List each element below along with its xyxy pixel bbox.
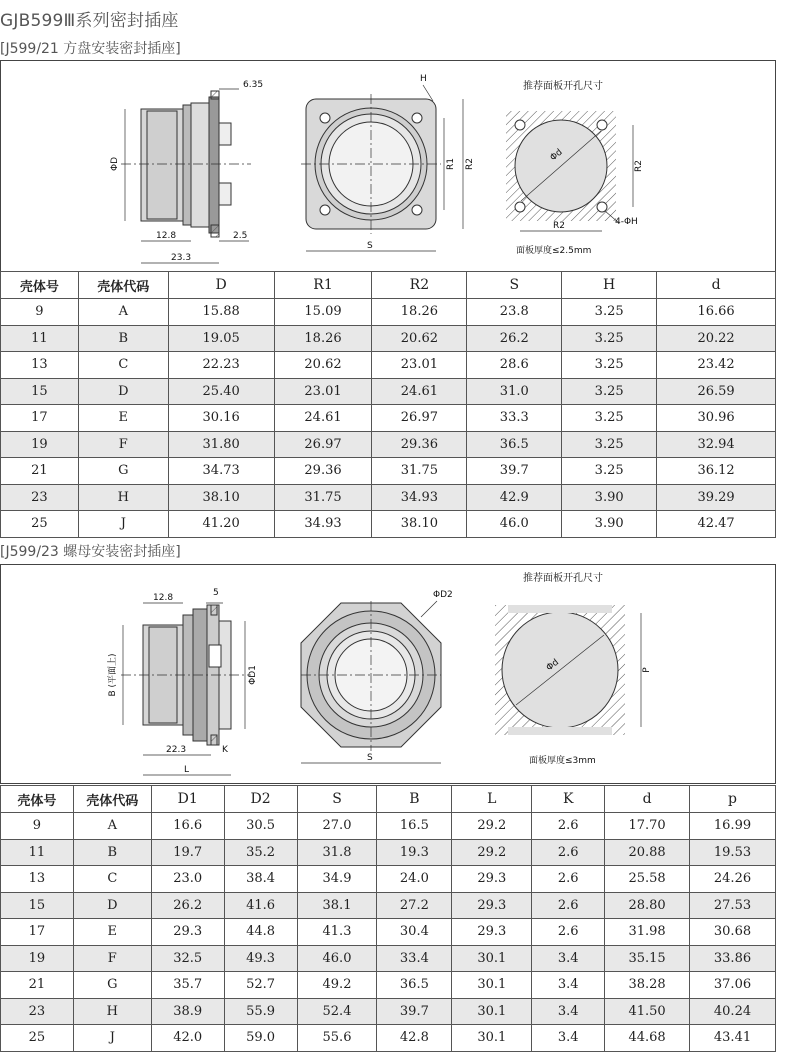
table-cell: 26.97 bbox=[274, 431, 372, 458]
table-cell: 26.2 bbox=[467, 325, 562, 352]
table-row bbox=[1, 325, 776, 352]
dim2-l-label: L bbox=[184, 765, 190, 775]
table-cell: G bbox=[78, 458, 168, 485]
table-row bbox=[1, 378, 776, 405]
table-cell: 43.41 bbox=[690, 1025, 776, 1052]
table-cell: 42.9 bbox=[467, 484, 562, 511]
table-cell: 33.4 bbox=[377, 945, 452, 972]
table-cell: 2.6 bbox=[532, 866, 605, 893]
table-cell: J bbox=[73, 1025, 151, 1052]
column-header: D1 bbox=[151, 786, 224, 813]
table-cell: 38.1 bbox=[297, 892, 377, 919]
table-cell: 33.3 bbox=[467, 405, 562, 432]
table-cell: 40.24 bbox=[690, 998, 776, 1025]
table-cell: 2.6 bbox=[532, 813, 605, 840]
table-cell: 3.90 bbox=[562, 484, 657, 511]
table-cell: 15 bbox=[1, 892, 74, 919]
column-header: 壳体号 bbox=[1, 786, 74, 813]
table-row bbox=[1, 892, 776, 919]
table-row bbox=[1, 431, 776, 458]
table-cell: 25.40 bbox=[168, 378, 274, 405]
column-header: H bbox=[562, 272, 657, 299]
table-cell: 36.12 bbox=[657, 458, 776, 485]
table-cell: A bbox=[78, 299, 168, 326]
cutout2-p-label: P bbox=[642, 667, 652, 673]
table-cell: 18.26 bbox=[372, 299, 467, 326]
table-cell: 21 bbox=[1, 458, 79, 485]
table-cell: 31.8 bbox=[297, 839, 377, 866]
table-cell: 18.26 bbox=[274, 325, 372, 352]
column-header: S bbox=[467, 272, 562, 299]
table-cell: 30.68 bbox=[690, 919, 776, 946]
drawing-panel-flange bbox=[0, 60, 776, 272]
nut-drawing bbox=[1, 565, 777, 785]
table-cell: 41.3 bbox=[297, 919, 377, 946]
cutout-d-label: Φd bbox=[548, 147, 565, 164]
table-cell: 19.05 bbox=[168, 325, 274, 352]
table-cell: F bbox=[73, 945, 151, 972]
table-cell: 42.47 bbox=[657, 511, 776, 538]
table-cell: 19.3 bbox=[377, 839, 452, 866]
table-cell: 9 bbox=[1, 299, 79, 326]
table-cell: 30.1 bbox=[452, 945, 532, 972]
cutout-title: 推荐面板开孔尺寸 bbox=[523, 81, 603, 92]
dim-s-label: S bbox=[367, 241, 373, 251]
table-cell: 20.62 bbox=[274, 352, 372, 379]
column-header: R1 bbox=[274, 272, 372, 299]
table-cell: 27.0 bbox=[297, 813, 377, 840]
section1-subtitle: [J599/21 方盘安装密封插座] bbox=[0, 41, 181, 57]
spec-table-flange bbox=[0, 271, 776, 538]
column-header: D2 bbox=[224, 786, 297, 813]
column-header: d bbox=[657, 272, 776, 299]
table-cell: 15.88 bbox=[168, 299, 274, 326]
cutout-view-flange bbox=[506, 111, 616, 221]
dim2-223-label: 22.3 bbox=[166, 745, 187, 755]
table-cell: 19 bbox=[1, 945, 74, 972]
table-cell: 36.5 bbox=[377, 972, 452, 999]
table-cell: D bbox=[78, 378, 168, 405]
table-cell: 2.6 bbox=[532, 892, 605, 919]
table-row bbox=[1, 998, 776, 1025]
flange-drawing bbox=[1, 61, 777, 273]
table-row bbox=[1, 1025, 776, 1052]
table-cell: 3.25 bbox=[562, 352, 657, 379]
table-row bbox=[1, 458, 776, 485]
table-cell: 44.8 bbox=[224, 919, 297, 946]
table-row bbox=[1, 919, 776, 946]
table-cell: 19.53 bbox=[690, 839, 776, 866]
dim-h-label: H bbox=[420, 74, 427, 84]
table-cell: 30.16 bbox=[168, 405, 274, 432]
table-cell: 24.26 bbox=[690, 866, 776, 893]
table-cell: 31.98 bbox=[605, 919, 690, 946]
column-header: 壳体代码 bbox=[78, 272, 168, 299]
table-cell: 3.25 bbox=[562, 431, 657, 458]
dim-d-label: ΦD bbox=[110, 156, 120, 172]
cutout2-thickness-label: 面板厚度≤3mm bbox=[529, 756, 596, 766]
table-cell: 39.29 bbox=[657, 484, 776, 511]
table-cell: 29.2 bbox=[452, 839, 532, 866]
table-cell: 16.5 bbox=[377, 813, 452, 840]
table-cell: 34.93 bbox=[372, 484, 467, 511]
table-cell: 28.6 bbox=[467, 352, 562, 379]
dim-233-label: 23.3 bbox=[171, 253, 192, 263]
table-cell: 19.7 bbox=[151, 839, 224, 866]
table-cell: 16.66 bbox=[657, 299, 776, 326]
table-cell: 23.8 bbox=[467, 299, 562, 326]
table-cell: 3.25 bbox=[562, 458, 657, 485]
dim2-k-label: K bbox=[222, 745, 228, 755]
table-cell: 28.80 bbox=[605, 892, 690, 919]
cutout-thickness-label: 面板厚度≤2.5mm bbox=[516, 246, 592, 256]
table-cell: 3.25 bbox=[562, 299, 657, 326]
table-cell: 49.3 bbox=[224, 945, 297, 972]
table-cell: 35.7 bbox=[151, 972, 224, 999]
dim2-d1-label: ΦD1 bbox=[248, 665, 258, 685]
table-cell: 31.0 bbox=[467, 378, 562, 405]
table-cell: 27.53 bbox=[690, 892, 776, 919]
table-cell: 55.9 bbox=[224, 998, 297, 1025]
table-cell: 16.6 bbox=[151, 813, 224, 840]
page-title: GJB599Ⅲ系列密封插座 bbox=[0, 11, 179, 31]
table-cell: 30.96 bbox=[657, 405, 776, 432]
table-cell: 36.5 bbox=[467, 431, 562, 458]
table-cell: 32.94 bbox=[657, 431, 776, 458]
column-header: R2 bbox=[372, 272, 467, 299]
table-cell: 38.9 bbox=[151, 998, 224, 1025]
table-row bbox=[1, 299, 776, 326]
spec-table-nut bbox=[0, 785, 776, 1052]
dim2-b-label: B (平面上) bbox=[108, 653, 118, 697]
table-cell: H bbox=[78, 484, 168, 511]
table-cell: 16.99 bbox=[690, 813, 776, 840]
table-cell: 29.3 bbox=[452, 866, 532, 893]
dim2-5-label: 5 bbox=[213, 588, 219, 598]
table-cell: 30.1 bbox=[452, 1025, 532, 1052]
table-cell: 13 bbox=[1, 352, 79, 379]
table-cell: 29.36 bbox=[372, 431, 467, 458]
table-cell: 17 bbox=[1, 919, 74, 946]
table-cell: J bbox=[78, 511, 168, 538]
section2-subtitle: [J599/23 螺母安装密封插座] bbox=[0, 544, 181, 560]
table-cell: 15.09 bbox=[274, 299, 372, 326]
table-cell: 9 bbox=[1, 813, 74, 840]
table-cell: 2.6 bbox=[532, 839, 605, 866]
column-header: S bbox=[297, 786, 377, 813]
table-cell: 41.20 bbox=[168, 511, 274, 538]
column-header: K bbox=[532, 786, 605, 813]
table-cell: 44.68 bbox=[605, 1025, 690, 1052]
table-cell: 39.7 bbox=[467, 458, 562, 485]
table-cell: 3.4 bbox=[532, 972, 605, 999]
table-cell: 38.10 bbox=[372, 511, 467, 538]
table-cell: 23.0 bbox=[151, 866, 224, 893]
table-cell: 38.28 bbox=[605, 972, 690, 999]
column-header: 壳体代码 bbox=[73, 786, 151, 813]
table-cell: 42.8 bbox=[377, 1025, 452, 1052]
table-cell: 55.6 bbox=[297, 1025, 377, 1052]
table-cell: 19 bbox=[1, 431, 79, 458]
table-cell: 35.2 bbox=[224, 839, 297, 866]
table-row bbox=[1, 511, 776, 538]
table-cell: B bbox=[78, 325, 168, 352]
table-cell: C bbox=[73, 866, 151, 893]
table-cell: 34.73 bbox=[168, 458, 274, 485]
dim2-s-label: S bbox=[367, 753, 373, 763]
table-cell: 26.59 bbox=[657, 378, 776, 405]
table-cell: 17.70 bbox=[605, 813, 690, 840]
table-cell: 23 bbox=[1, 484, 79, 511]
table-cell: 52.7 bbox=[224, 972, 297, 999]
table-cell: 41.50 bbox=[605, 998, 690, 1025]
cutout-holes-label: 4-ΦH bbox=[615, 217, 638, 227]
table-cell: 21 bbox=[1, 972, 74, 999]
dim2-128-label: 12.8 bbox=[153, 593, 174, 603]
table-row bbox=[1, 484, 776, 511]
cutout2-title: 推荐面板开孔尺寸 bbox=[523, 573, 603, 584]
table-cell: 24.0 bbox=[377, 866, 452, 893]
table-cell: 30.1 bbox=[452, 998, 532, 1025]
table-cell: C bbox=[78, 352, 168, 379]
table-cell: E bbox=[73, 919, 151, 946]
table-cell: 20.22 bbox=[657, 325, 776, 352]
table-cell: 32.5 bbox=[151, 945, 224, 972]
cutout-r2-bottom-label: R2 bbox=[553, 221, 565, 231]
table-cell: 49.2 bbox=[297, 972, 377, 999]
table-cell: 3.4 bbox=[532, 998, 605, 1025]
table-cell: F bbox=[78, 431, 168, 458]
table-cell: 2.6 bbox=[532, 919, 605, 946]
table-cell: 35.15 bbox=[605, 945, 690, 972]
table-row bbox=[1, 972, 776, 999]
table-cell: 23 bbox=[1, 998, 74, 1025]
table-cell: E bbox=[78, 405, 168, 432]
column-header: B bbox=[377, 786, 452, 813]
table-cell: 52.4 bbox=[297, 998, 377, 1025]
column-header: D bbox=[168, 272, 274, 299]
table-cell: 25 bbox=[1, 511, 79, 538]
table-cell: 20.88 bbox=[605, 839, 690, 866]
table-cell: 34.9 bbox=[297, 866, 377, 893]
table-cell: 24.61 bbox=[372, 378, 467, 405]
table-cell: 31.75 bbox=[372, 458, 467, 485]
table-cell: 23.01 bbox=[372, 352, 467, 379]
column-header: p bbox=[690, 786, 776, 813]
table-cell: 3.4 bbox=[532, 1025, 605, 1052]
drawing-panel-nut bbox=[0, 564, 776, 784]
dim2-d2-label: ΦD2 bbox=[433, 590, 453, 600]
table-cell: 27.2 bbox=[377, 892, 452, 919]
table-cell: 42.0 bbox=[151, 1025, 224, 1052]
table-row bbox=[1, 405, 776, 432]
table-cell: 3.25 bbox=[562, 405, 657, 432]
table-cell: 29.2 bbox=[452, 813, 532, 840]
table-cell: 59.0 bbox=[224, 1025, 297, 1052]
column-header: L bbox=[452, 786, 532, 813]
table-cell: 15 bbox=[1, 378, 79, 405]
table-cell: 41.6 bbox=[224, 892, 297, 919]
table-cell: 29.3 bbox=[452, 919, 532, 946]
table-row bbox=[1, 352, 776, 379]
table-cell: 3.4 bbox=[532, 945, 605, 972]
table-cell: 46.0 bbox=[297, 945, 377, 972]
table-cell: 29.3 bbox=[151, 919, 224, 946]
table-cell: 26.97 bbox=[372, 405, 467, 432]
dim-635-label: 6.35 bbox=[243, 80, 264, 90]
cutout2-d-label: Φd bbox=[544, 657, 561, 674]
table-cell: 39.7 bbox=[377, 998, 452, 1025]
table-cell: 30.1 bbox=[452, 972, 532, 999]
table-cell: G bbox=[73, 972, 151, 999]
column-header: d bbox=[605, 786, 690, 813]
table-cell: A bbox=[73, 813, 151, 840]
table-cell: 37.06 bbox=[690, 972, 776, 999]
table-cell: 11 bbox=[1, 839, 74, 866]
table-cell: 24.61 bbox=[274, 405, 372, 432]
table-cell: 33.86 bbox=[690, 945, 776, 972]
dim-25-label: 2.5 bbox=[233, 231, 248, 241]
table-row bbox=[1, 945, 776, 972]
dim-128-label: 12.8 bbox=[156, 231, 177, 241]
table-cell: 34.93 bbox=[274, 511, 372, 538]
table-cell: 23.01 bbox=[274, 378, 372, 405]
table-cell: 3.25 bbox=[562, 325, 657, 352]
cutout-r2-right-label: R2 bbox=[634, 160, 644, 172]
dim-r2-label: R2 bbox=[465, 158, 475, 170]
table-cell: H bbox=[73, 998, 151, 1025]
dim-r1-label: R1 bbox=[446, 158, 456, 170]
table-cell: 13 bbox=[1, 866, 74, 893]
cutout-view-nut bbox=[495, 605, 625, 735]
table-row bbox=[1, 839, 776, 866]
table-cell: 31.75 bbox=[274, 484, 372, 511]
table-cell: 26.2 bbox=[151, 892, 224, 919]
table-cell: D bbox=[73, 892, 151, 919]
table-cell: 17 bbox=[1, 405, 79, 432]
table-cell: 46.0 bbox=[467, 511, 562, 538]
table-cell: 11 bbox=[1, 325, 79, 352]
table-cell: 3.90 bbox=[562, 511, 657, 538]
table-row bbox=[1, 866, 776, 893]
table-cell: 23.42 bbox=[657, 352, 776, 379]
table-cell: 29.3 bbox=[452, 892, 532, 919]
table-cell: B bbox=[73, 839, 151, 866]
table-cell: 25.58 bbox=[605, 866, 690, 893]
table-cell: 22.23 bbox=[168, 352, 274, 379]
table-cell: 25 bbox=[1, 1025, 74, 1052]
table-cell: 3.25 bbox=[562, 378, 657, 405]
table-cell: 38.4 bbox=[224, 866, 297, 893]
table-cell: 38.10 bbox=[168, 484, 274, 511]
table-cell: 20.62 bbox=[372, 325, 467, 352]
table-cell: 30.4 bbox=[377, 919, 452, 946]
table-row bbox=[1, 813, 776, 840]
table-cell: 29.36 bbox=[274, 458, 372, 485]
table-cell: 30.5 bbox=[224, 813, 297, 840]
table-cell: 31.80 bbox=[168, 431, 274, 458]
column-header: 壳体号 bbox=[1, 272, 79, 299]
